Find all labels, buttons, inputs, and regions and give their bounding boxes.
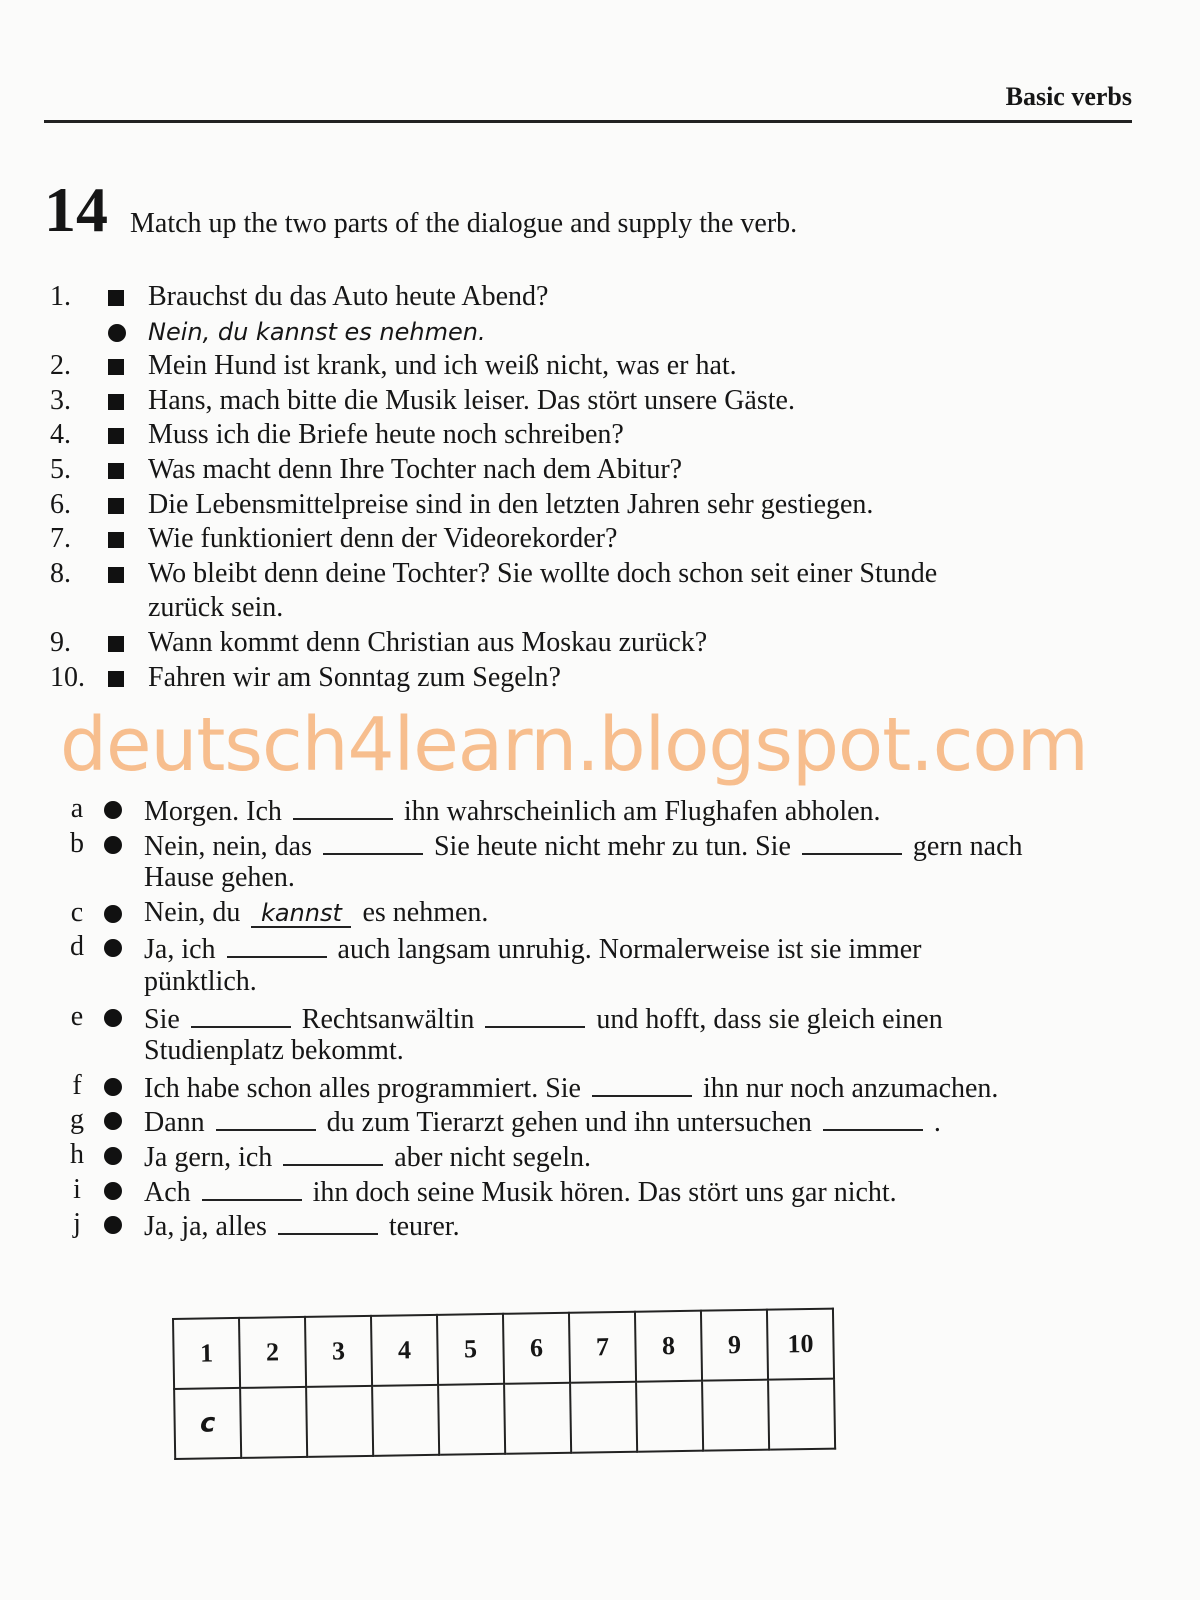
table-header-cell: 7 [569,1312,636,1383]
answer-segment: ihn doch seine Musik hören. Das stört uns gar nicht. [305,1176,904,1208]
table-answer-cell[interactable] [306,1386,373,1457]
answer-segment: Dann [144,1107,212,1139]
question-text: Hans, mach bitte die Musik leiser. Das stört unsere Gäste. [148,384,795,416]
verb-blank[interactable] [802,827,902,855]
table-header-cell: 1 [173,1318,240,1389]
answer-item [50,930,1150,965]
item-letter: a [70,793,84,824]
answer-text [144,827,1150,862]
circle-bullet-icon [108,324,126,342]
question-text: Die Lebensmittelpreise sind in den letzten Jahren sehr gestiegen. [148,488,874,520]
table-answer-cell[interactable] [768,1379,835,1450]
answer-segment: und hofft, dass sie gleich einen [589,1003,950,1035]
example-answer [50,315,1150,350]
answer-segment: Studienplatz bekommt. [144,1035,411,1067]
answer-text [144,930,1150,965]
square-bullet-icon [108,463,124,479]
square-bullet-icon [108,671,124,687]
verb-blank[interactable] [283,1138,383,1166]
square-bullet-icon [108,453,148,488]
circle-bullet-icon [104,792,144,827]
item-letter: h [70,1138,84,1170]
square-bullet-icon [108,522,148,557]
question-list [50,280,1150,695]
item-number: 6. [50,488,71,520]
item-number: 7. [50,523,71,555]
question-item [50,591,1150,626]
circle-bullet-icon [104,1147,122,1165]
table-answer-cell[interactable] [570,1382,637,1453]
question-text: zurück sein. [148,592,284,624]
table-answer-cell[interactable] [636,1381,703,1452]
circle-bullet-icon [104,930,144,965]
verb-blank[interactable] [293,792,393,820]
answer-segment: Ja, ja, alles [144,1211,274,1243]
answer-text [144,1173,1150,1208]
circle-bullet-icon [104,1103,144,1138]
item-number [50,591,108,626]
item-letter: c [70,896,84,928]
circle-bullet-icon [104,861,144,896]
answer-text [144,1034,1150,1069]
answer-item [50,1103,1150,1138]
answer-text [144,792,1150,827]
square-bullet-icon [108,636,124,652]
answer-text [144,1000,1150,1035]
example-answer-text: Nein, du kannst es nehmen. [148,317,486,346]
answer-segment: Ich habe schon alles programmiert. Sie [144,1072,588,1104]
square-bullet-icon [108,532,124,548]
square-bullet-icon [108,384,148,419]
answer-item [50,792,1150,827]
answer-item [50,1000,1150,1035]
item-letter: e [70,1000,84,1032]
verb-blank[interactable] [485,1000,585,1028]
item-letter: f [72,1069,82,1101]
answer-list [50,792,1150,1242]
circle-bullet-icon [104,965,144,1000]
answer-segment: Nein, du [144,896,248,928]
item-letter [50,965,104,1000]
square-bullet-icon [108,661,148,696]
table-answer-cell[interactable]: c [174,1388,241,1459]
question-item [50,557,1150,592]
answer-table [172,1308,836,1460]
circle-bullet-icon [104,1078,122,1096]
spacer [50,315,108,350]
question-item [50,384,1150,419]
section-title: Basic verbs [1005,82,1132,111]
answer-item [50,1069,1150,1104]
question-text: Wann kommt denn Christian aus Moskau zurück? [148,626,708,658]
answer-segment: es nehmen. [355,896,496,928]
verb-blank[interactable] [323,827,423,855]
circle-bullet-icon [108,315,148,350]
table-header-cell: 2 [239,1317,306,1388]
answer-segment: Nein, nein, das [144,830,319,862]
answer-segment: Rechtsanwältin [294,1003,482,1035]
verb-blank[interactable] [227,930,327,958]
answer-segment: Sie heute nicht mehr zu tun. Sie [426,830,798,862]
circle-bullet-icon [104,1207,144,1242]
square-bullet-icon [108,394,124,410]
answer-segment: du zum Tierarzt gehen und ihn untersuchen [319,1107,819,1139]
question-text: Muss ich die Briefe heute noch schreiben? [148,419,624,451]
verb-blank[interactable] [216,1103,316,1131]
answer-text [144,1138,1150,1173]
question-item [50,280,1150,315]
question-item [50,418,1150,453]
circle-bullet-icon [104,1000,144,1035]
answer-segment: Sie [144,1003,187,1035]
item-letter: j [73,1208,81,1240]
verb-blank[interactable] [823,1103,923,1131]
circle-bullet-icon [104,896,144,931]
circle-bullet-icon [104,836,122,854]
answer-text [144,896,1150,931]
answer-text [144,1103,1150,1138]
answer-segment: auch langsam unruhig. Normalerweise ist sie immer [330,934,929,966]
answer-text [144,861,1150,896]
answer-segment: gern nach [905,830,1030,862]
square-bullet-icon [108,290,124,306]
item-letter: b [70,827,84,859]
answer-segment: aber nicht segeln. [387,1141,598,1173]
answer-text [144,965,1150,1000]
watermark: deutsch4learn.blogspot.com [60,702,1088,788]
verb-blank[interactable] [592,1069,692,1097]
question-item [50,661,1150,696]
answer-item [50,896,1150,931]
item-number: 1. [50,281,71,312]
table-answer-cell[interactable] [702,1380,769,1451]
answer-text [144,1069,1150,1104]
square-bullet-icon [108,557,148,592]
answer-segment: ihn nur noch anzumachen. [695,1072,1006,1104]
table-answer-cell[interactable] [372,1385,439,1456]
circle-bullet-icon [104,905,122,923]
circle-bullet-icon [104,1216,122,1234]
answer-segment: teurer. [381,1211,467,1243]
answer-segment: pünktlich. [144,965,264,997]
answer-item [50,1207,1150,1242]
question-item [50,488,1150,523]
question-item [50,453,1150,488]
verb-blank[interactable] [278,1207,378,1235]
answer-segment: Ja gern, ich [144,1141,280,1173]
square-bullet-icon [108,626,148,661]
item-number: 3. [50,384,71,416]
circle-bullet-icon [104,827,144,862]
square-bullet-icon [108,488,148,523]
item-number: 4. [50,419,71,451]
item-number: 2. [50,350,71,382]
circle-bullet-icon [104,1173,144,1208]
answer-segment: Ja, ich [144,934,223,966]
table-header-cell: 8 [635,1311,702,1382]
answer-item [50,965,1150,1000]
table-header-cell: 10 [767,1309,834,1380]
item-number: 8. [50,557,71,589]
circle-bullet-icon [104,1182,122,1200]
answer-item [50,1034,1150,1069]
question-text: Was macht denn Ihre Tochter nach dem Abitur? [148,453,683,485]
square-bullet-icon [108,349,148,384]
item-letter: i [73,1173,81,1205]
table-answer-cell[interactable] [504,1383,571,1454]
item-number: 10. [50,661,85,693]
question-item [50,626,1150,661]
answer-segment: ihn wahrscheinlich am Flughafen abholen. [396,796,888,827]
exercise-instruction: Match up the two parts of the dialogue and supply the verb. [130,208,798,239]
question-text: Brauchst du das Auto heute Abend? [148,281,549,312]
table-header-cell: 4 [371,1315,438,1386]
answer-segment: Ach [144,1176,198,1208]
square-bullet-icon [108,428,124,444]
answer-segment: Hause gehen. [144,862,302,894]
answer-item [50,861,1150,896]
item-number: 5. [50,453,71,485]
question-text: Wo bleibt denn deine Tochter? Sie wollte doch schon seit einer Stunde [148,557,938,589]
verb-blank[interactable] [191,1000,291,1028]
square-bullet-icon [108,498,124,514]
answer-item [50,1138,1150,1173]
answer-item [50,1173,1150,1208]
square-bullet-icon [108,418,148,453]
answer-item [50,827,1150,862]
question-text: Mein Hund ist krank, und ich weiß nicht, was er hat. [148,350,737,382]
item-number: 9. [50,626,71,658]
item-letter: d [70,931,84,963]
square-bullet-icon [108,359,124,375]
square-bullet-icon [108,591,148,626]
question-text: Wie funktioniert denn der Videorekorder? [148,523,618,555]
verb-blank[interactable] [202,1173,302,1201]
exercise-number: 14 [44,174,108,245]
verb-blank[interactable]: kannst [251,900,351,928]
circle-bullet-icon [104,1138,144,1173]
item-letter [50,1034,104,1069]
question-item [50,522,1150,557]
square-bullet-icon [108,280,148,315]
table-answer-cell[interactable] [240,1387,307,1458]
circle-bullet-icon [104,801,122,819]
answer-segment: . [926,1107,948,1139]
answer-text [144,1207,1150,1242]
item-letter: g [70,1104,84,1136]
circle-bullet-icon [104,1009,122,1027]
table-header-cell: 9 [701,1310,768,1381]
item-letter [50,861,104,896]
question-item [50,349,1150,384]
table-header-cell: 5 [437,1314,504,1385]
answer-segment: Morgen. Ich [144,796,289,827]
table-answer-cell[interactable] [438,1384,505,1455]
question-text: Fahren wir am Sonntag zum Segeln? [148,661,561,693]
table-header-cell: 3 [305,1316,372,1387]
circle-bullet-icon [104,1034,144,1069]
circle-bullet-icon [104,1069,144,1104]
circle-bullet-icon [104,1112,122,1130]
header-rule [44,120,1132,123]
table-header-cell: 6 [503,1313,570,1384]
circle-bullet-icon [104,939,122,957]
square-bullet-icon [108,567,124,583]
